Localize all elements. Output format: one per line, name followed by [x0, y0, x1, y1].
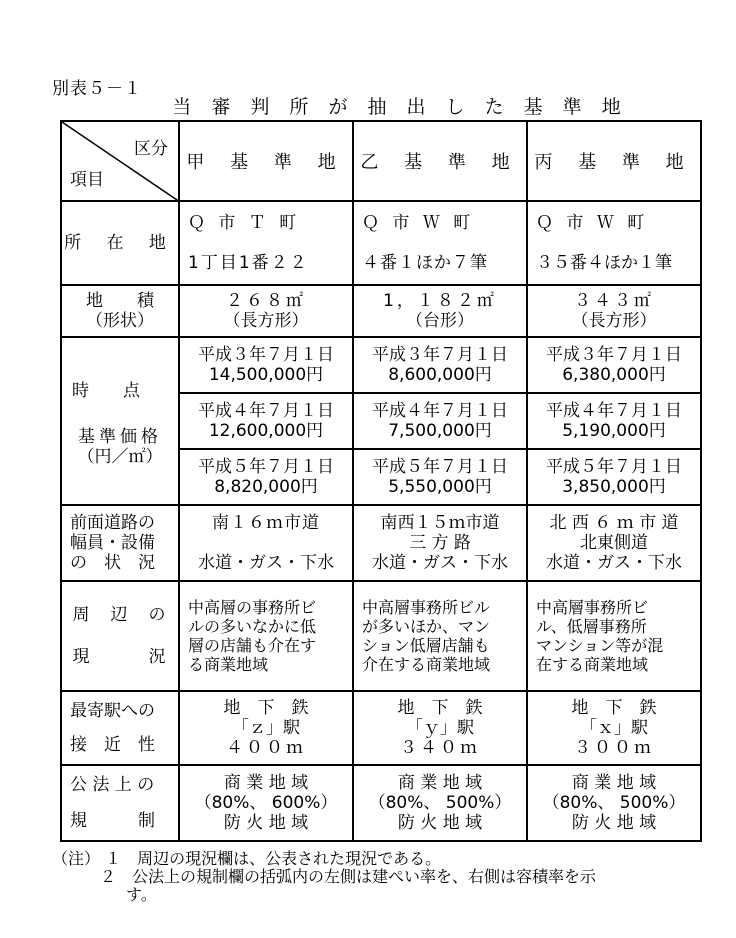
kubun-label: 区分: [134, 139, 168, 159]
column-header-b: 乙 基 準 地: [353, 121, 527, 201]
row-regulation: [61, 765, 701, 841]
cell-price-a-2: 平成４年７月１日 12,600,000円: [179, 393, 353, 449]
cell-area-b: 1，１８２㎡ （台形）: [353, 285, 527, 337]
row-price-1: [61, 337, 701, 393]
cell-area-c: ３４３㎡ （長方形）: [527, 285, 701, 337]
row-label-location: 所 在 地: [61, 201, 179, 285]
cell-surroundings-c: 中高層事務所ビ ル、低層事務所 マンション等が混 在する商業地域: [527, 581, 701, 691]
note-2-continued: す。: [126, 885, 157, 904]
row-label-regulation: 公 法 上 の 規 制: [61, 765, 179, 841]
cell-price-a-3: 平成５年７月１日 8,820,000円: [179, 449, 353, 505]
row-label-road: 前面道路の 幅員・設備 の 状 況: [61, 505, 179, 581]
cell-road-b: 南西１５ｍ市道 三 方 路 水道・ガス・下水: [353, 505, 527, 581]
row-location: [61, 201, 701, 285]
cell-station-b: 地 下 鉄 「ｙ」駅 ３４０ｍ: [353, 691, 527, 765]
note-2: ２ 公法上の規制欄の括弧内の左側は建ぺい率を、右側は容積率を示: [100, 867, 597, 886]
cell-location-b: Ｑ 市 Ｗ 町 ４番１ほか７筆: [353, 201, 527, 285]
cell-price-c-1: 平成３年７月１日 6,380,000円: [527, 337, 701, 393]
row-label-area: 地 積 （形状）: [61, 285, 179, 337]
cell-road-c: 北 西 ６ ｍ 市 道 北東側道 水道・ガス・下水: [527, 505, 701, 581]
cell-regulation-a: 商 業 地 域 （80%、 600%） 防 火 地 域: [179, 765, 353, 841]
cell-price-b-1: 平成３年７月１日 8,600,000円: [353, 337, 527, 393]
cell-station-c: 地 下 鉄 「ｘ」駅 ３００ｍ: [527, 691, 701, 765]
row-label-station: 最寄駅への 接 近 性: [61, 691, 179, 765]
cell-regulation-c: 商 業 地 域 （80%、 500%） 防 火 地 域: [527, 765, 701, 841]
row-area: [61, 285, 701, 337]
row-label-surroundings: 周 辺 の 現 況: [61, 581, 179, 691]
cell-area-a: ２６８㎡ （長方形）: [179, 285, 353, 337]
cell-station-a: 地 下 鉄 「ｚ」駅 ４００ｍ: [179, 691, 353, 765]
diagonal-header-cell: [61, 121, 179, 201]
koumoku-label: 項目: [70, 170, 104, 190]
reference-land-table: [60, 120, 702, 842]
cell-price-b-3: 平成５年７月１日 5,550,000円: [353, 449, 527, 505]
row-road: [61, 505, 701, 581]
cell-surroundings-b: 中高層事務所ビル が多いほか、マン ション低層店舗も 介在する商業地域: [353, 581, 527, 691]
page-title: 当 審 判 所 が 抽 出 し た 基 準 地: [172, 96, 628, 118]
cell-price-a-1: 平成３年７月１日 14,500,000円: [179, 337, 353, 393]
cell-location-a: Ｑ 市 Ｔ 町 1丁目1番２２: [179, 201, 353, 285]
cell-price-b-2: 平成４年７月１日 7,500,000円: [353, 393, 527, 449]
column-header-a: 甲 基 準 地: [179, 121, 353, 201]
cell-road-a: 南１６ｍ市道 水道・ガス・下水: [179, 505, 353, 581]
note-1: （注） １ 周辺の現況欄は、公表された現況である。: [52, 849, 442, 868]
cell-regulation-b: 商 業 地 域 （80%、 500%） 防 火 地 域: [353, 765, 527, 841]
table-label: 別表５－１: [52, 79, 142, 99]
column-header-c: 丙 基 準 地: [527, 121, 701, 201]
header-row: [61, 121, 701, 201]
cell-surroundings-a: 中高層の事務所ビ ルの多いなかに低 層の店舗も介在す る商業地域: [179, 581, 353, 691]
row-surroundings: [61, 581, 701, 691]
row-station: [61, 691, 701, 765]
cell-price-c-3: 平成５年７月１日 3,850,000円: [527, 449, 701, 505]
cell-location-c: Ｑ 市 Ｗ 町 ３５番４ほか１筆: [527, 201, 701, 285]
cell-price-c-2: 平成４年７月１日 5,190,000円: [527, 393, 701, 449]
row-label-price: 時 点 基準価格 （円／㎡）: [61, 337, 179, 505]
notes: [52, 850, 596, 904]
